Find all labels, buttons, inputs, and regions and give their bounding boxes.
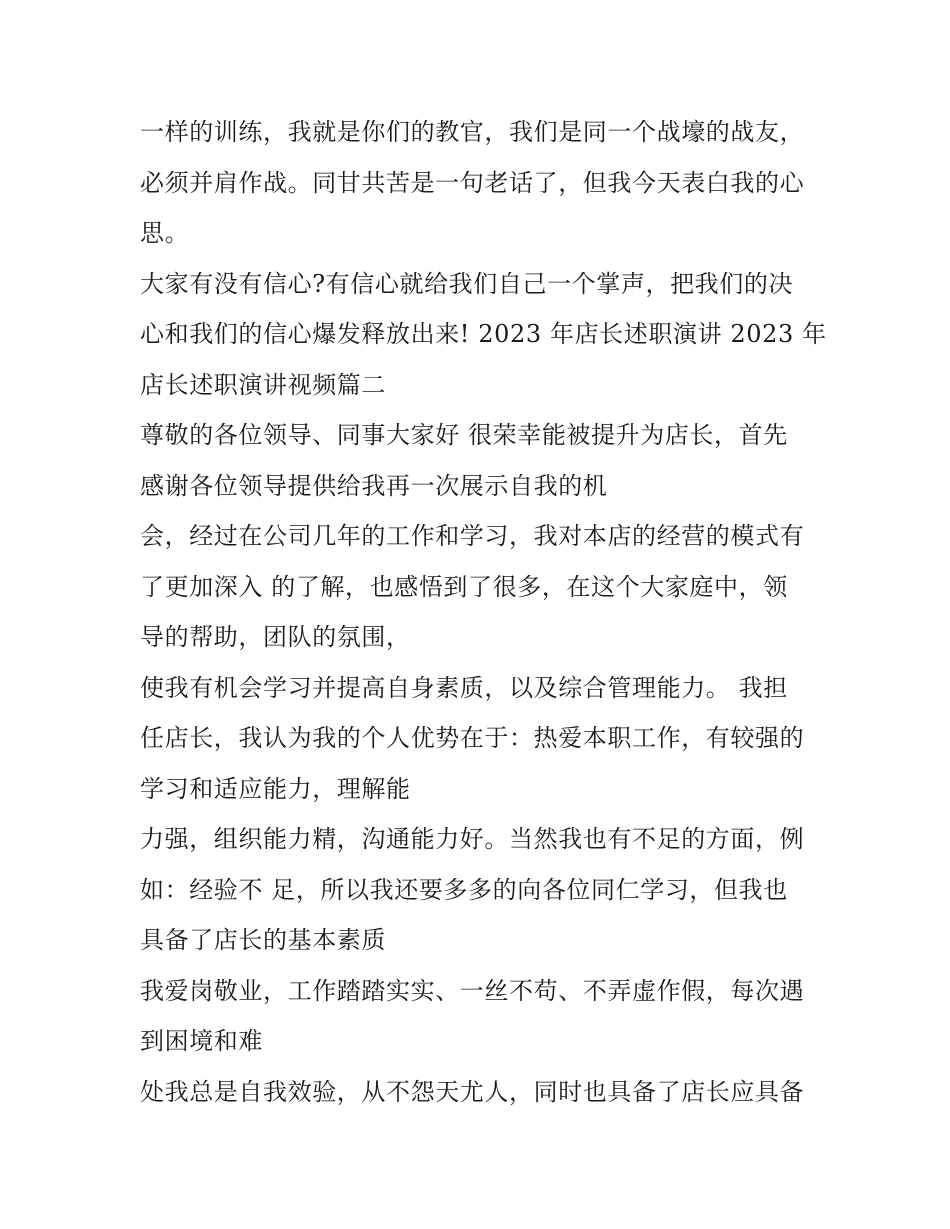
text-line-8: 感谢各位领导提供给我再一次展示自我的机 bbox=[140, 471, 608, 500]
text-line-4: 大家有没有信心?有信心就给我们自己一个掌声，把我们的决 bbox=[140, 269, 794, 298]
text-line-2: 必须并肩作战。同甘共苦是一句老话了，但我今天表白我的心 bbox=[140, 168, 805, 197]
text-line-1: 一样的训练，我就是你们的教官，我们是同一个战壕的战友， bbox=[140, 118, 805, 146]
text-line-13: 任店长，我认为我的个人优势在于：热爱本职工作，有较强的 bbox=[140, 724, 805, 752]
text-line-15: 力强，组织能力精，沟通能力好。当然我也有不足的方面，例 bbox=[140, 825, 805, 853]
text-line-14: 学习和适应能力，理解能 bbox=[140, 774, 411, 803]
text-line-10: 了更加深入 的了解，也感悟到了很多，在这个大家庭中，领 bbox=[140, 572, 788, 601]
text-line-20: 处我总是自我效验，从不怨天尤人，同时也具备了店长应具备 bbox=[140, 1077, 805, 1106]
text-line-16: 如：经验不 足，所以我还要多多的向各位同仁学习，但我也 bbox=[140, 875, 788, 904]
text-line-18: 我爱岗敬业，工作踏踏实实、一丝不苟、不弄虚作假，每次遇 bbox=[140, 976, 805, 1005]
text-line-9: 会，经过在公司几年的工作和学习，我对本店的经营的模式有 bbox=[140, 522, 805, 550]
document-body bbox=[140, 107, 840, 1117]
text-line-17: 具备了店长的基本素质 bbox=[140, 926, 386, 954]
text-line-3: 思。 bbox=[140, 219, 190, 247]
text-line-11: 导的帮助，团队的氛围， bbox=[140, 623, 411, 651]
text-line-6: 店长述职演讲视频篇二 bbox=[140, 370, 386, 399]
text-line-12: 使我有机会学习并提高自身素质，以及综合管理能力。 我担 bbox=[140, 673, 788, 702]
text-line-7: 尊敬的各位领导、同事大家好 很荣幸能被提升为店长，首先 bbox=[140, 421, 788, 449]
text-line-5: 心和我们的信心爆发释放出来! 2023 年店长述职演讲 2023 年 bbox=[140, 320, 827, 348]
text-line-19: 到困境和难 bbox=[140, 1027, 263, 1055]
